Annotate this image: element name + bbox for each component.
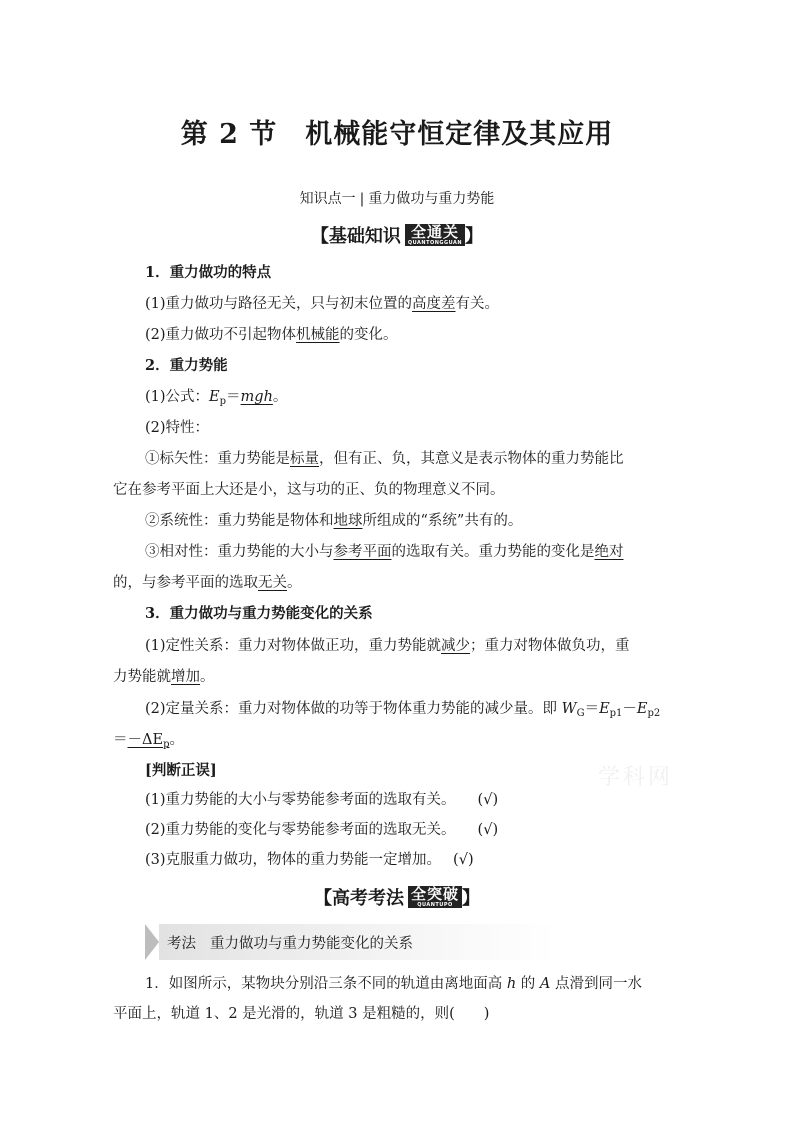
- relation-qualitative-line-2: [113, 667, 685, 687]
- judge-item-mark: (√): [477, 822, 499, 838]
- banner-basic-knowledge: [0, 222, 794, 248]
- judge-item: [145, 850, 717, 870]
- arrow-marker-icon: [145, 924, 159, 960]
- section-1-line-1: [145, 294, 717, 314]
- subscript: G: [576, 708, 585, 719]
- text-run: 。: [169, 732, 184, 748]
- answer-underline: 增加: [171, 669, 200, 685]
- properties-label: (2)特性：: [145, 420, 210, 436]
- answer-underline: 参考平面: [333, 544, 392, 560]
- text-run: 。: [272, 389, 288, 405]
- text-run: ①标矢性：重力势能是: [145, 451, 290, 467]
- answer-underline: 机械能: [296, 327, 340, 343]
- judge-item-mark: (√): [453, 852, 474, 868]
- text-run: ；重力对物体做负功，重: [470, 638, 630, 654]
- banner-badge: [405, 224, 465, 246]
- knowledge-point-heading: [0, 188, 794, 208]
- text-run: 的，与参考平面的选取: [113, 575, 258, 591]
- knowledge-point-text: 重力做功与重力势能: [368, 191, 495, 207]
- text-run: 所组成的“系统”共有的。: [362, 513, 523, 529]
- formula-line: [145, 387, 717, 407]
- property-2-line: [145, 511, 717, 531]
- answer-underline: 高度差: [412, 296, 456, 312]
- text-run: (1)重力做功与路径无关，只与初末位置的: [145, 296, 413, 312]
- judge-item: [145, 820, 717, 840]
- answer-underline: －ΔE: [127, 732, 164, 748]
- banner-exam-methods: [0, 884, 794, 910]
- text-run: (1)公式：: [145, 389, 210, 405]
- property-3-line-1: [145, 542, 685, 562]
- judge-item-text: (2)重力势能的变化与零势能参考面的选取无关。: [145, 822, 456, 838]
- symbol-E: E: [209, 389, 220, 405]
- relation-quantitative-line-2: [113, 730, 685, 750]
- banner-open-bracket: 【: [310, 226, 329, 247]
- text-run: ＝: [113, 732, 128, 748]
- banner-close-bracket: 】: [462, 888, 480, 909]
- banner-badge-subtext: QUANTONGGUAN: [407, 240, 463, 246]
- question-line-2: 平面上，轨道 1、2 是光滑的，轨道 3 是粗糙的，则( ): [113, 1006, 490, 1022]
- method-label-text: [159, 924, 555, 960]
- text-run: 1．如图所示，某物块分别沿三条不同的轨道由离地面高: [145, 976, 507, 992]
- judge-item-text: (1)重力势能的大小与零势能参考面的选取有关。: [145, 792, 456, 808]
- judge-item-mark: (√): [477, 792, 499, 808]
- knowledge-point-separator: |: [359, 191, 365, 207]
- answer-underline: 地球: [333, 513, 363, 529]
- text-run: －: [622, 701, 637, 717]
- subscript: p: [219, 396, 227, 407]
- banner-badge: [408, 886, 462, 908]
- text-run: 的选取有关。重力势能的变化是: [391, 544, 595, 560]
- symbol-W: W: [561, 701, 577, 717]
- text-run: ③相对性：重力势能的大小与: [145, 544, 334, 560]
- answer-underline: mgh: [240, 389, 273, 405]
- answer-underline: 标量: [290, 451, 319, 467]
- relation-qualitative-line-1: [145, 636, 685, 656]
- subscript: p2: [647, 708, 661, 719]
- knowledge-point-prefix: 知识点一: [299, 191, 356, 207]
- property-3-line-2: [113, 573, 685, 593]
- property-1-line-1: [145, 449, 685, 469]
- answer-underline: 减少: [441, 638, 471, 654]
- banner-label: 高考考法: [331, 888, 404, 909]
- text-run: ，但有正、负，其意义是表示物体的重力势能比: [319, 451, 624, 467]
- banner-badge-text: 全突破: [410, 885, 459, 903]
- subscript: p: [163, 739, 170, 750]
- banner-badge-subtext: QUANTUPO: [417, 902, 453, 908]
- page-title: 第 2 节 机械能守恒定律及其应用: [180, 119, 614, 150]
- text-run: ②系统性：重力势能是物体和: [145, 513, 334, 529]
- text-run: 的变化。: [339, 327, 398, 343]
- method-title: 重力做功与重力势能变化的关系: [210, 935, 413, 952]
- text-run: 点滑到同一水: [550, 976, 642, 992]
- text-run: 。: [287, 575, 302, 591]
- subscript: p1: [609, 708, 623, 719]
- symbol-h: h: [506, 976, 517, 992]
- symbol-A: A: [539, 976, 551, 992]
- answer-underline: 无关: [258, 575, 287, 591]
- banner-close-bracket: 】: [465, 226, 484, 247]
- text-run: ＝: [226, 389, 241, 405]
- judge-item-text: (3)克服重力做功，物体的重力势能一定增加。: [145, 852, 442, 868]
- method-label-box: [145, 924, 555, 960]
- answer-underline: 绝对: [594, 544, 624, 560]
- section-1-line-2: [145, 325, 717, 345]
- text-run: (2)重力做功不引起物体: [145, 327, 297, 343]
- text-run: 有关。: [455, 296, 500, 312]
- judge-heading: [判断正误]: [145, 762, 217, 779]
- symbol-E: E: [599, 701, 610, 717]
- section-3-heading: 3．重力做功与重力势能变化的关系: [145, 605, 373, 622]
- banner-open-bracket: 【: [313, 888, 332, 909]
- watermark: 学科网: [598, 765, 674, 790]
- question-line-1: [145, 974, 685, 994]
- section-2-heading: 2．重力势能: [145, 357, 228, 374]
- judge-item: [145, 790, 717, 810]
- method-label: 考法: [167, 935, 196, 952]
- section-1-heading: 1．重力做功的特点: [145, 264, 272, 281]
- text-run: (1)定性关系：重力对物体做正功，重力势能就: [145, 638, 442, 654]
- banner-badge-text: 全通关: [410, 223, 459, 241]
- symbol-E: E: [636, 701, 648, 717]
- relation-quantitative-line-1: [145, 699, 685, 719]
- text-run: 的: [516, 976, 540, 992]
- text-run: (2)定量关系：重力对物体做的功等于物体重力势能的减少量。即: [145, 701, 562, 717]
- text-run: 。: [200, 669, 215, 685]
- banner-label: 基础知识: [328, 226, 401, 247]
- property-1-line-2: 它在参考平面上大还是小，这与功的正、负的物理意义不同。: [113, 482, 505, 498]
- text-run: 力势能就: [113, 669, 171, 685]
- text-run: ＝: [584, 701, 600, 717]
